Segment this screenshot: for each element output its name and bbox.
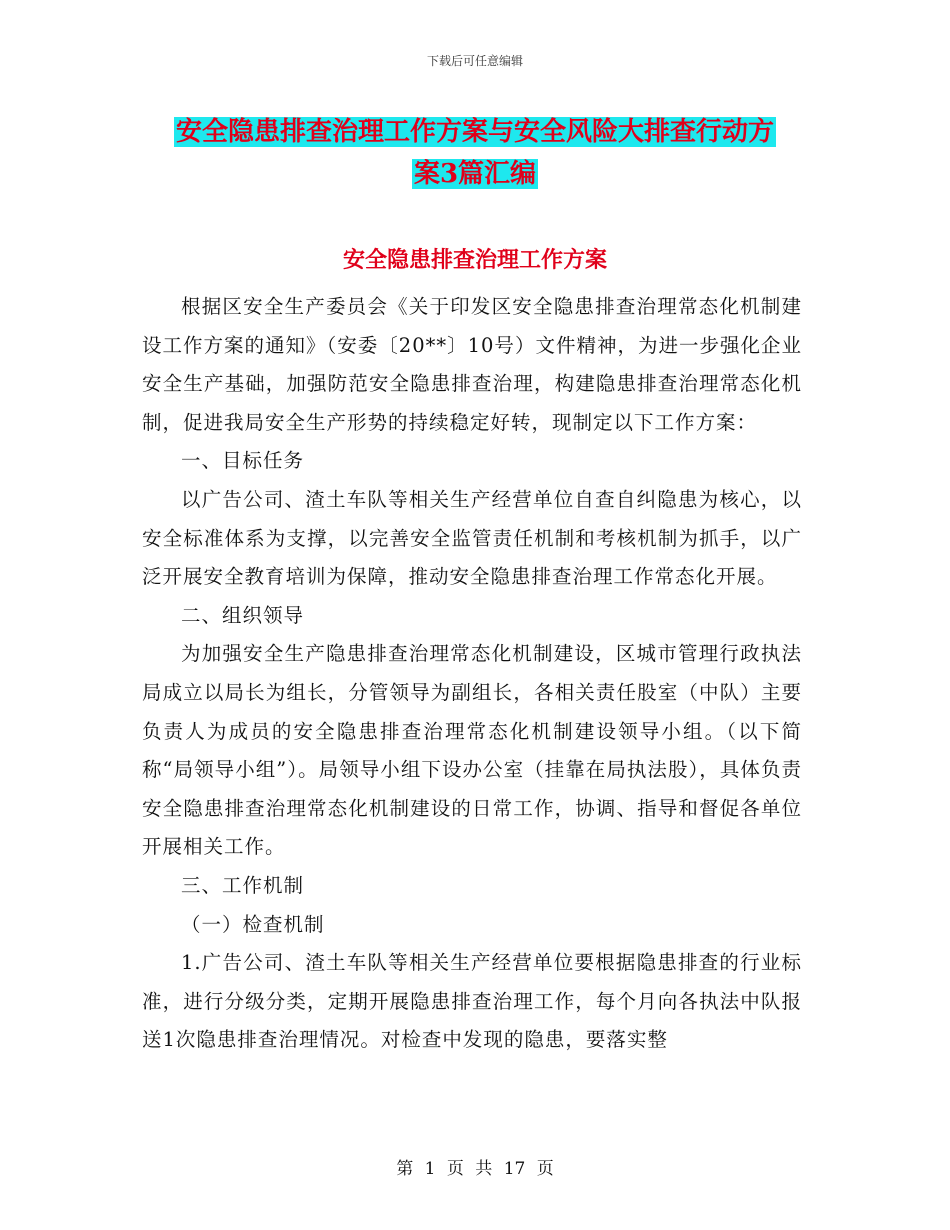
document-body: [142, 288, 802, 1060]
section-heading: 一、目标任务: [181, 449, 305, 473]
paragraph: 1.广告公司、渣土车队等相关生产经营单位要根据隐患排查的行业标准，进行分级分类，定期开展隐患排查治理工作，每个月向各执法中队报送1次隐患排查治理情况。对检查中发现的隐患，要落实整: [142, 951, 802, 1052]
section-heading: 二、组织领导: [181, 603, 305, 627]
document-title-line-2: [0, 148, 950, 200]
paragraph: 为加强安全生产隐患排查治理常态化机制建设，区城市管理行政执法局成立以局长为组长，分管领导为副组长，各相关责任股室（中队）主要负责人为成员的安全隐患排查治理常态化机制建设领导小组。（以下简称“局领导小组”）。局领导小组下设办公室（挂靠在局执法股），具体负责安全隐患排查治理常态化机制建设的日常工作，协调、指导和督促各单位开展相关工作。: [142, 642, 802, 859]
paragraph: 以广告公司、渣土车队等相关生产经营单位自查自纠隐患为核心，以安全标准体系为支撑，以完善安全监管责任机制和考核机制为抓手，以广泛开展安全教育培训为保障，推动安全隐患排查治理工作常态化开展。: [142, 487, 802, 589]
sub-heading: （一）检查机制: [181, 912, 325, 936]
section-heading: 三、工作机制: [181, 873, 305, 897]
section-title: 安全隐患排查治理工作方案: [342, 247, 607, 273]
title-highlight: 案3篇汇编: [413, 159, 537, 189]
header-note: 下载后可任意编辑: [426, 54, 523, 68]
page-footer: 第 1 页 共 17 页: [396, 1159, 554, 1179]
title-highlight: 安全隐患排查治理工作方案与安全风险大排查行动方: [175, 117, 774, 147]
paragraph: 根据区安全生产委员会《关于印发区安全隐患排查治理常态化机制建设工作方案的通知》（安委〔20**〕10号）文件精神，为进一步强化企业安全生产基础，加强防范安全隐患排查治理，构建隐患排查治理常态化机制，促进我局安全生产形势的持续稳定好转，现制定以下工作方案：: [142, 295, 802, 434]
